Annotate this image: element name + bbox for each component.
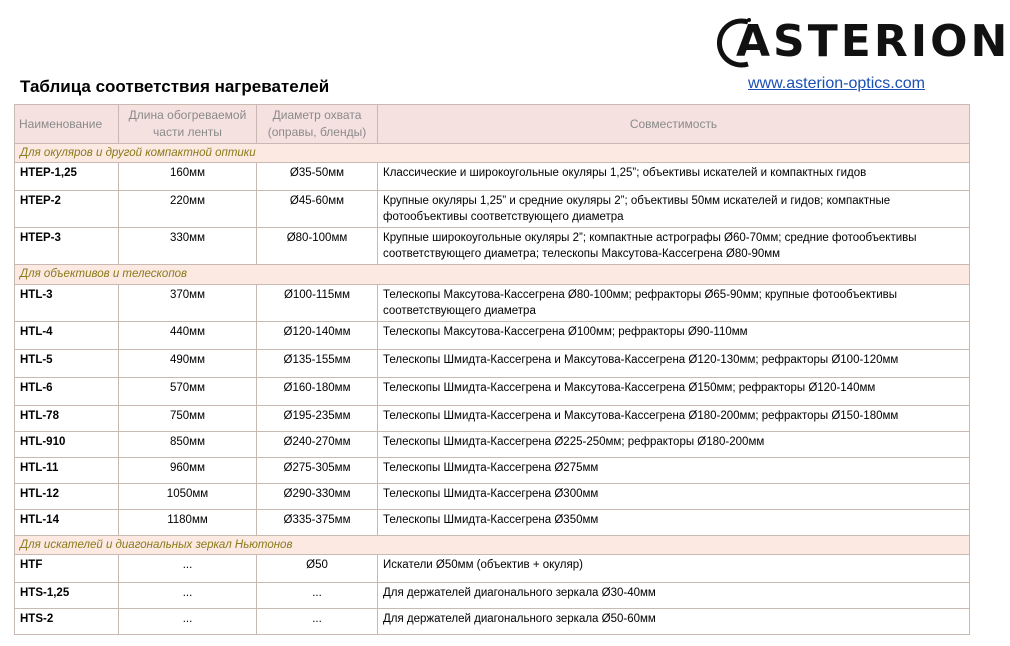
section-row (15, 535, 970, 554)
cell-length: 330мм (119, 228, 257, 265)
col-header-name: Наименование (15, 105, 119, 144)
cell-diameter: Ø45-60мм (257, 191, 378, 228)
table-row (15, 191, 970, 228)
col-header-length: Длина обогреваемой части ленты (119, 105, 257, 144)
cell-diameter: Ø80-100мм (257, 228, 378, 265)
cell-name: HTL-910 (15, 431, 119, 457)
cell-compat: Телескопы Максутова-Кассегрена Ø100мм; рефракторы Ø90-110мм (378, 321, 970, 349)
cell-diameter: Ø275-305мм (257, 457, 378, 483)
table-row (15, 349, 970, 377)
cell-compat: Телескопы Максутова-Кассегрена Ø80-100мм; рефракторы Ø65-90мм; крупные фотообъективы соответствующего диаметра (378, 284, 970, 321)
cell-diameter: Ø50 (257, 554, 378, 582)
table-row (15, 509, 970, 535)
cell-compat: Телескопы Шмидта-Кассегрена и Максутова-Кассегрена Ø150мм; рефракторы Ø120-140мм (378, 377, 970, 405)
table-row (15, 582, 970, 608)
table-row (15, 284, 970, 321)
cell-diameter: Ø290-330мм (257, 483, 378, 509)
section-row (15, 144, 970, 163)
cell-length: 370мм (119, 284, 257, 321)
cell-name: HTL-78 (15, 405, 119, 431)
cell-name: HTEP-3 (15, 228, 119, 265)
cell-length: 220мм (119, 191, 257, 228)
cell-compat: Телескопы Шмидта-Кассегрена и Максутова-Кассегрена Ø180-200мм; рефракторы Ø150-180мм (378, 405, 970, 431)
table-body (15, 144, 970, 635)
table-row (15, 405, 970, 431)
cell-length: 1050мм (119, 483, 257, 509)
cell-diameter: Ø135-155мм (257, 349, 378, 377)
cell-length: ... (119, 608, 257, 634)
table-row (15, 228, 970, 265)
col-header-compat: Совместимость (378, 105, 970, 144)
cell-compat: Телескопы Шмидта-Кассегрена Ø350мм (378, 509, 970, 535)
cell-length: ... (119, 582, 257, 608)
cell-diameter: Ø35-50мм (257, 163, 378, 191)
cell-name: HTL-12 (15, 483, 119, 509)
cell-diameter: Ø240-270мм (257, 431, 378, 457)
cell-diameter: Ø100-115мм (257, 284, 378, 321)
cell-diameter: Ø160-180мм (257, 377, 378, 405)
cell-name: HTF (15, 554, 119, 582)
cell-diameter: Ø195-235мм (257, 405, 378, 431)
cell-name: HTL-6 (15, 377, 119, 405)
cell-diameter: ... (257, 582, 378, 608)
cell-name: HTEP-1,25 (15, 163, 119, 191)
cell-compat: Для держателей диагонального зеркала Ø50-60мм (378, 608, 970, 634)
logo-text: ASTERION (736, 16, 1010, 67)
heater-table (14, 104, 970, 635)
section-row (15, 265, 970, 284)
cell-diameter: ... (257, 608, 378, 634)
table-row (15, 554, 970, 582)
cell-compat: Телескопы Шмидта-Кассегрена Ø225-250мм; рефракторы Ø180-200мм (378, 431, 970, 457)
cell-name: HTL-4 (15, 321, 119, 349)
cell-compat: Телескопы Шмидта-Кассегрена Ø300мм (378, 483, 970, 509)
cell-length: 960мм (119, 457, 257, 483)
cell-compat: Телескопы Шмидта-Кассегрена и Максутова-Кассегрена Ø120-130мм; рефракторы Ø100-120мм (378, 349, 970, 377)
cell-compat: Для держателей диагонального зеркала Ø30-40мм (378, 582, 970, 608)
cell-length: 1180мм (119, 509, 257, 535)
cell-name: HTL-11 (15, 457, 119, 483)
cell-compat: Крупные окуляры 1,25” и средние окуляры 2”; объективы 50мм искателей и гидов; компактные фотообъективы соответствующего диаметра (378, 191, 970, 228)
cell-length: ... (119, 554, 257, 582)
cell-compat: Классические и широкоугольные окуляры 1,25”; объективы искателей и компактных гидов (378, 163, 970, 191)
cell-name: HTL-14 (15, 509, 119, 535)
cell-name: HTL-3 (15, 284, 119, 321)
table-header-row (15, 105, 970, 144)
table-row (15, 163, 970, 191)
cell-name: HTS-1,25 (15, 582, 119, 608)
cell-name: HTS-2 (15, 608, 119, 634)
cell-length: 160мм (119, 163, 257, 191)
cell-compat: Искатели Ø50мм (объектив + окуляр) (378, 554, 970, 582)
table-row (15, 431, 970, 457)
website-link[interactable]: www.asterion-optics.com (748, 75, 925, 92)
cell-name: HTL-5 (15, 349, 119, 377)
cell-compat: Телескопы Шмидта-Кассегрена Ø275мм (378, 457, 970, 483)
col-header-diameter: Диаметр охвата (оправы, бленды) (257, 105, 378, 144)
cell-diameter: Ø120-140мм (257, 321, 378, 349)
section-label: Для окуляров и другой компактной оптики (15, 144, 970, 163)
cell-name: HTEP-2 (15, 191, 119, 228)
cell-length: 570мм (119, 377, 257, 405)
table-row (15, 608, 970, 634)
table-row (15, 377, 970, 405)
section-label: Для искателей и диагональных зеркал Ньютонов (15, 535, 970, 554)
cell-diameter: Ø335-375мм (257, 509, 378, 535)
cell-length: 490мм (119, 349, 257, 377)
cell-length: 850мм (119, 431, 257, 457)
cell-length: 750мм (119, 405, 257, 431)
table-row (15, 483, 970, 509)
cell-compat: Крупные широкоугольные окуляры 2”; компактные астрографы Ø60-70мм; средние фотообъективы соответствующего диаметра; телескопы Максутова-Кассегрена Ø80-90мм (378, 228, 970, 265)
table-row (15, 457, 970, 483)
page-title: Таблица соответствия нагревателей (20, 77, 330, 96)
cell-length: 440мм (119, 321, 257, 349)
table-row (15, 321, 970, 349)
section-label: Для объективов и телескопов (15, 265, 970, 284)
asterion-logo (718, 14, 1010, 72)
